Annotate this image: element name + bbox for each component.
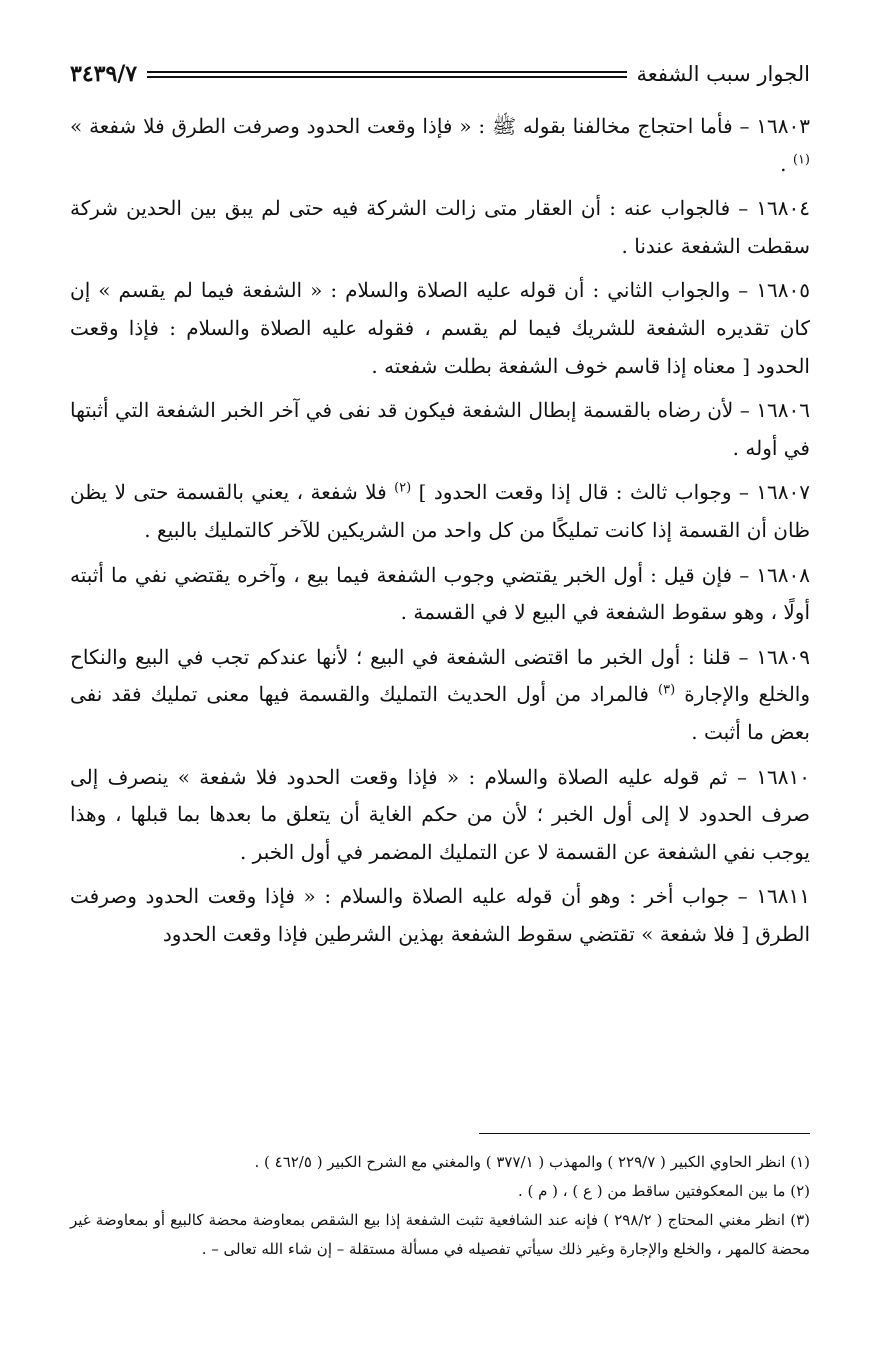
paragraph-16810: ١٦٨١٠ – ثم قوله عليه الصلاة والسلام : « فإذا وقعت الحدود فلا شفعة » ينصرف إلى صرف الحدود لا إلى أول الخبر ؛ لأن من حكم الغاية أن يتعلق ما بعدها بما قبلها ، وهذا يوجب نفي الشفعة عن القسمة لا عن التمليك المضمر في أول الخبر . xyxy=(70,764,810,864)
header-rule xyxy=(147,71,626,78)
footnote-2: (٢) ما بين المعكوفتين ساقط من ( ع ) ، ( م ) . xyxy=(517,1182,810,1200)
paragraph-16805: ١٦٨٠٥ – والجواب الثاني : أن قوله عليه الصلاة والسلام : « الشفعة فيما لم يقسم » إن كان تقديره الشفعة للشريك فيما لم يقسم ، فقوله عليه الصلاة والسلام : فإذا وقعت الحدود [ معناه إذا قاسم خوف الشفعة بطلت شفعته . xyxy=(70,278,810,378)
footnotes xyxy=(70,1148,810,1264)
paragraph-16811: ١٦٨١١ – جواب أخر : وهو أن قوله عليه الصلاة والسلام : « فإذا وقعت الحدود وصرفت الطرق [ فلا شفعة » تقتضي سقوط الشفعة بهذين الشرطين فإذا وقعت الحدود xyxy=(70,884,810,946)
paragraph-16809: ١٦٨٠٩ – قلنا : أول الخبر ما اقتضى الشفعة في البيع ؛ لأنها عندكم تجب في البيع والنكاح والخلع والإجارة $^{(٣)}$ فالمراد من أول الحديث التمليك والقسمة فيها معنى تمليك فقد نفى بعض ما أثبت . xyxy=(70,644,811,744)
running-title: الجوار سبب الشفعة xyxy=(636,62,810,86)
footnote-1: (١) انظر الحاوي الكبير ( ٢٢٩/٧ ) والمهذب ( ٣٧٧/١ ) والمغني مع الشرح الكبير ( ٤٦٢/٥ ) . xyxy=(254,1153,810,1171)
footnote-separator xyxy=(479,1133,810,1134)
paragraph-16807: ١٦٨٠٧ – وجواب ثالث : قال إذا وقعت الحدود ] $^{(٢)}$ فلا شفعة ، يعني بالقسمة حتى لا يظن ظان أن القسمة إذا كانت تمليكًا من كل واحد من الشريكين للآخر كالتمليك بالبيع . xyxy=(70,480,811,542)
running-header xyxy=(70,56,810,92)
footnote-ref-3: (٣) xyxy=(658,682,676,698)
paragraph-16808: ١٦٨٠٨ – فإن قيل : أول الخبر يقتضي وجوب الشفعة فيما بيع ، وآخره يقتضي نفي ما أثبته أولًا ، وهو سقوط الشفعة في البيع لا في القسمة . xyxy=(70,562,810,625)
footnote-ref-2: (٢) xyxy=(394,480,412,496)
paragraph-16804: ١٦٨٠٤ – فالجواب عنه : أن العقار متى زالت الشركة فيه حتى لم يبق بين الحدين شركة سقطت الشفعة عندنا . xyxy=(70,196,810,258)
main-text xyxy=(70,108,810,960)
page-number: ٣٤٣٩/٧ xyxy=(70,61,138,87)
footnote-ref-1: (١) xyxy=(792,151,810,167)
paragraph-16803: ١٦٨٠٣ – فأما احتجاج مخالفنا بقوله ﷺ : « فإذا وقعت الحدود وصرفت الطرق فلا شفعة » $^{(١)}$ . xyxy=(70,114,810,176)
paragraph-16806: ١٦٨٠٦ – لأن رضاه بالقسمة إبطال الشفعة فيكون قد نفى في آخر الخبر الشفعة التي أثبتها في أوله . xyxy=(70,398,810,460)
footnote-3: (٣) انظر مغني المحتاج ( ٢٩٨/٢ ) فإنه عند الشافعية تثبت الشفعة إذا بيع الشقص بمعاوضة محضة كالبيع أو بمعاوضة غير محضة كالمهر ، والخلع والإجارة وغير ذلك سيأتي تفصيله في مسألة مستقلة – إن شاء الله تعالى – . xyxy=(70,1211,810,1258)
